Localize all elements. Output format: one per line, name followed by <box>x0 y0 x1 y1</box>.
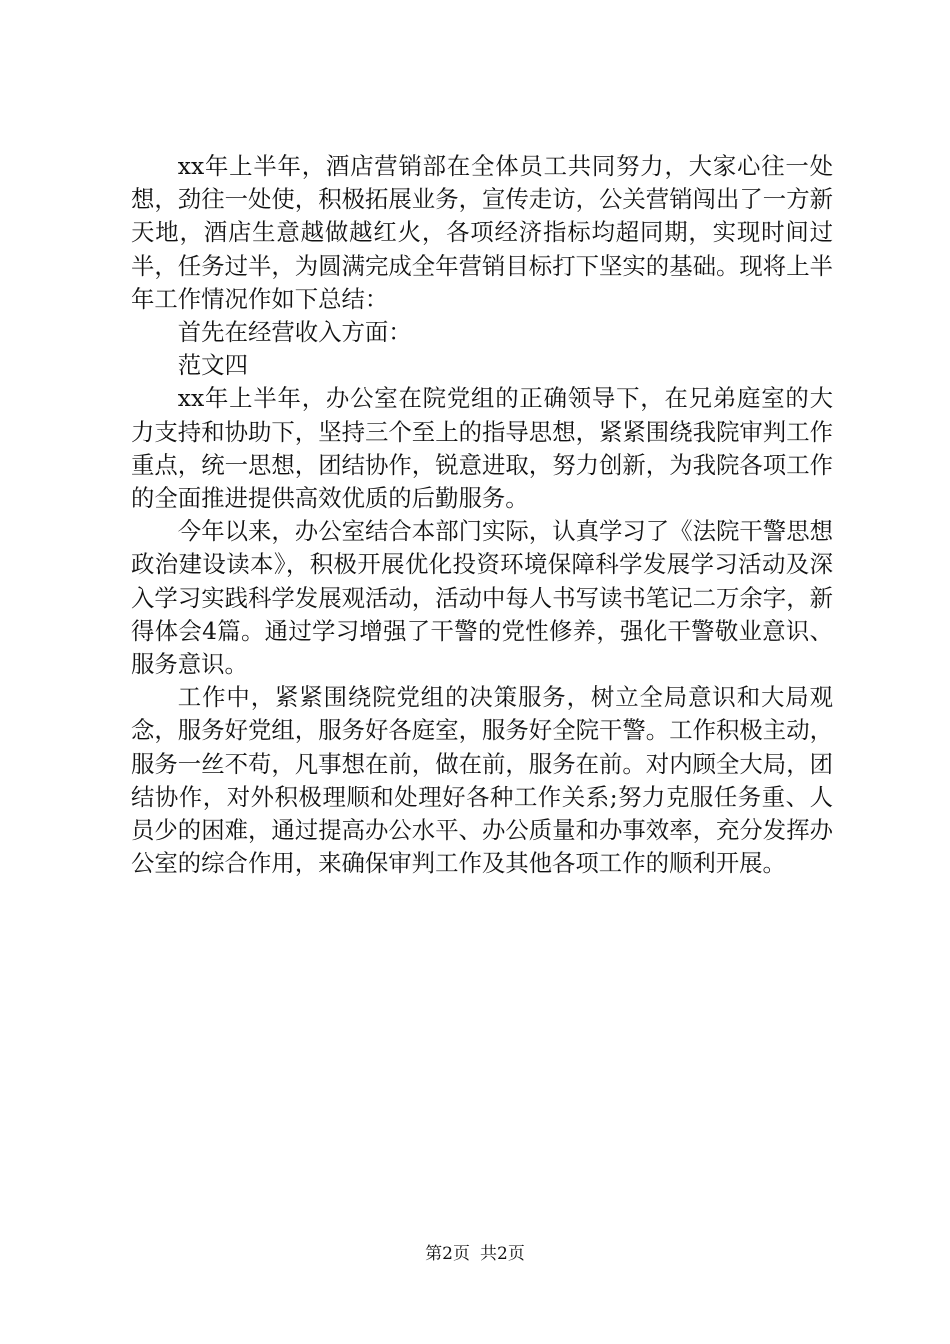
paragraph-hotel-sales-intro: xx年上半年，酒店营销部在全体员工共同努力，大家心往一处想，劲往一处使，积极拓展业务，宣传走访，公关营销闯出了一方新天地，酒店生意越做越红火，各项经济指标均超同期，实现时间过半，任务过半，为圆满完成全年营销目标打下坚实的基础。现将上半年工作情况作如下总结： <box>131 152 833 313</box>
page-number-current: 第2页 <box>425 1244 470 1264</box>
paragraph-study: 今年以来，办公室结合本部门实际，认真学习了《法院干警思想政治建设读本》，积极开展优化投资环境保障科学发展学习活动及深入学习实践科学发展观活动，活动中每人书写读书笔记二万余字，新得体会4篇。通过学习增强了干警的党性修养，强化干警敬业意识、服务意识。 <box>131 517 833 679</box>
paragraph-sample-title: 范文四 <box>177 351 248 380</box>
paragraph-work: 工作中，紧紧围绕院党组的决策服务，树立全局意识和大局观念，服务好党组，服务好各庭室，服务好全院干警。工作积极主动，服务一丝不苟，凡事想在前，做在前，服务在前。对内顾全大局，团结协作，对外积极理顺和处理好各种工作关系;努力克服任务重、人员少的困难，通过提高办公水平、办公质量和办事效率，充分发挥办公室的综合作用，来确保审判工作及其他各项工作的顺利开展。 <box>131 683 833 878</box>
paragraph-revenue-heading: 首先在经营收入方面： <box>177 318 412 347</box>
document-body <box>131 150 833 880</box>
page-footer <box>0 1243 950 1265</box>
paragraph-office-intro: xx年上半年，办公室在院党组的正确领导下，在兄弟庭室的大力支持和协助下，坚持三个至上的指导思想，紧紧围绕我院审判工作重点，统一思想，团结协作，锐意进取，努力创新，为我院各项工作的全面推进提供高效优质的后勤服务。 <box>131 384 833 513</box>
page-number-total: 共2页 <box>480 1244 525 1264</box>
